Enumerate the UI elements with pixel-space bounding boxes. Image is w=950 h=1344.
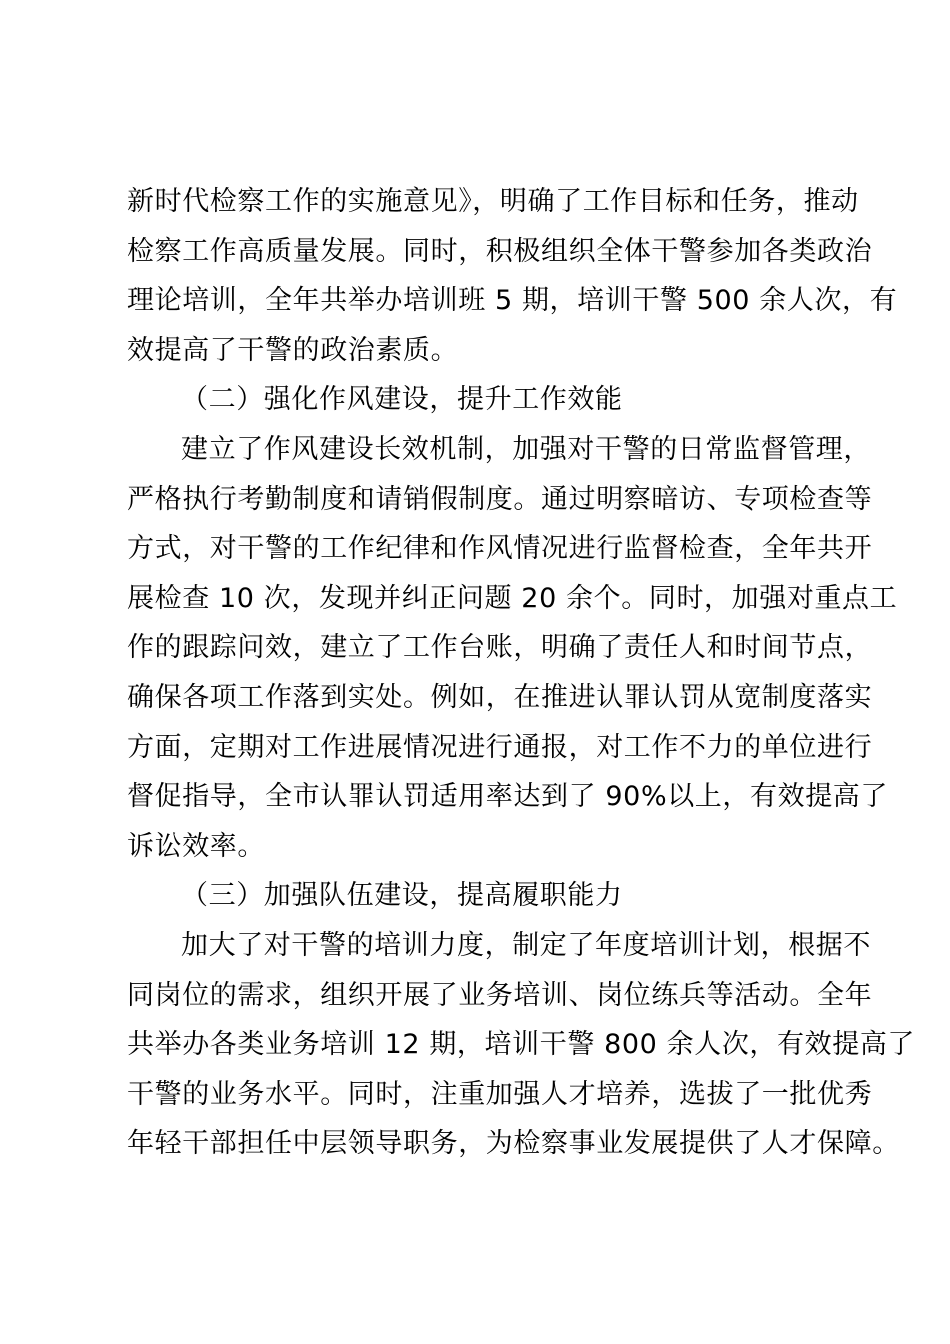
text-line: 作的跟踪问效，建立了工作台账，明确了责任人和时间节点， (127, 632, 873, 664)
text-line: 严格执行考勤制度和请销假制度。通过明察暗访、专项检查等 (127, 483, 873, 515)
text-line: 督促指导，全市认罪认罚适用率达到了 90%以上，有效提高了 (127, 781, 888, 813)
paragraph-start: 建立了作风建设长效机制，加强对干警的日常监督管理， (181, 433, 871, 465)
paragraph-start: 加大了对干警的培训力度，制定了年度培训计划，根据不 (181, 929, 871, 961)
document-body (127, 177, 916, 1169)
text-line: 方面，定期对工作进展情况进行通报，对工作不力的单位进行 (127, 731, 873, 763)
section-heading-2: （二）强化作风建设，提升工作效能 (181, 384, 623, 416)
text-line: 方式，对干警的工作纪律和作风情况进行监督检查，全年共开 (127, 533, 873, 565)
text-line: 理论培训，全年共举办培训班 5 期，培训干警 500 余人次，有 (127, 285, 898, 317)
text-line: 效提高了干警的政治素质。 (127, 334, 459, 366)
text-line: 共举办各类业务培训 12 期，培训干警 800 余人次，有效提高了 (127, 1029, 916, 1061)
text-line: 新时代检察工作的实施意见》，明确了工作目标和任务，推动 (127, 186, 859, 217)
text-line: 确保各项工作落到实处。例如，在推进认罪认罚从宽制度落实 (127, 681, 873, 713)
text-line: 年轻干部担任中层领导职务，为检察事业发展提供了人才保障。 (127, 1128, 900, 1160)
section-heading-3: （三）加强队伍建设，提高履职能力 (181, 880, 623, 912)
text-line: 检察工作高质量发展。同时，积极组织全体干警参加各类政治 (127, 235, 873, 267)
text-line: 诉讼效率。 (127, 830, 265, 862)
text-line: 同岗位的需求，组织开展了业务培训、岗位练兵等活动。全年 (127, 979, 873, 1011)
text-line: 干警的业务水平。同时，注重加强人才培养，选拔了一批优秀 (127, 1078, 873, 1110)
text-line: 展检查 10 次，发现并纠正问题 20 余个。同时，加强对重点工 (127, 582, 898, 614)
